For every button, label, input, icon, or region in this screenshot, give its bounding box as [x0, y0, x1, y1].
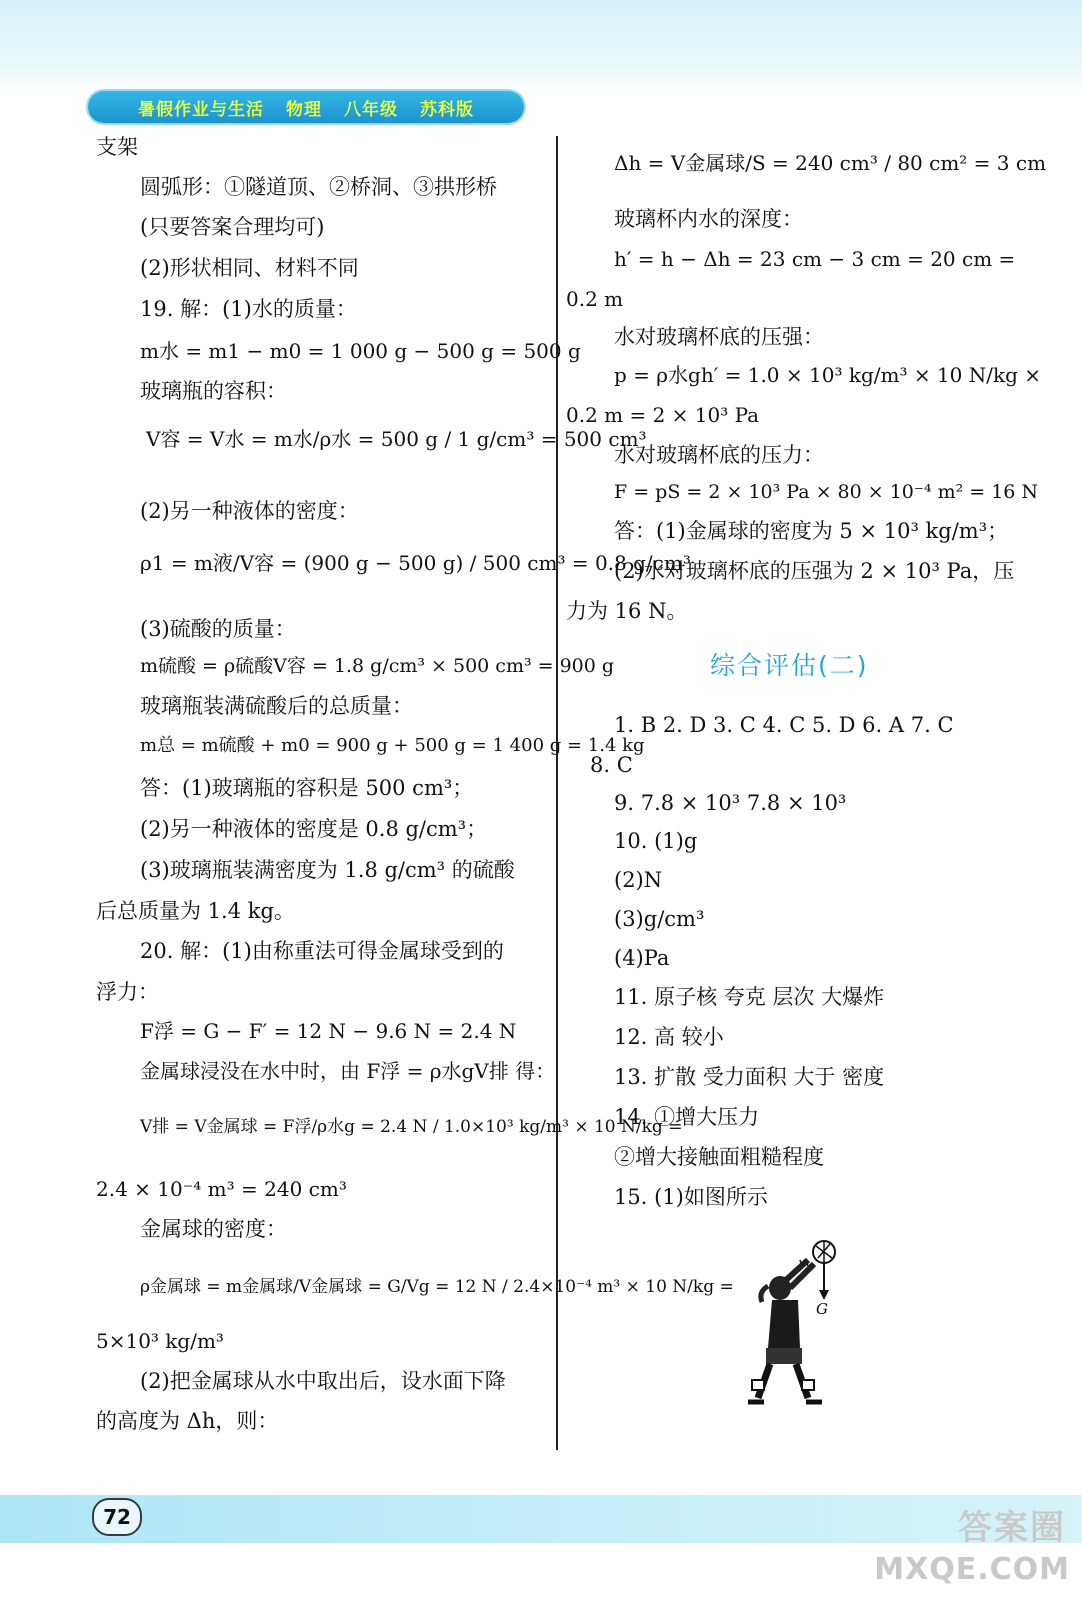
answer-line: 12. 高 较小: [614, 1025, 724, 1049]
text-line: (2)把金属球从水中取出后，设水面下降: [140, 1369, 506, 1393]
equation: 5×10³ kg/m³: [96, 1329, 224, 1353]
answer-line: 13. 扩散 受力面积 大于 密度: [614, 1065, 885, 1089]
text-line: 支架: [96, 135, 138, 159]
answer-line: (2)N: [614, 868, 663, 892]
book-title: 暑假作业与生活: [138, 99, 264, 120]
text-line: (2)另一种液体的密度：: [140, 499, 359, 523]
answer-line: 15. (1)如图所示: [614, 1185, 768, 1209]
text-line: 水对玻璃杯底的压力：: [614, 443, 824, 467]
text-line: 玻璃杯内水的深度：: [614, 207, 803, 231]
text-line: 金属球的密度：: [140, 1217, 287, 1241]
text-line: (3)硫酸的质量：: [140, 617, 296, 641]
book-header: [88, 91, 524, 123]
text-line: (3)玻璃瓶装满密度为 1.8 g/cm³ 的硫酸: [140, 858, 515, 882]
equation: F = pS = 2 × 10³ Pa × 80 × 10⁻⁴ m² = 16 N: [614, 481, 1039, 503]
equation: 2.4 × 10⁻⁴ m³ = 240 cm³: [96, 1177, 347, 1201]
equation: ρ1 = m液/V容 = (900 g − 500 g) / 500 cm³ = 0.8 g/cm³: [140, 551, 691, 575]
text-line: (2)形状相同、材料不同: [140, 256, 359, 280]
gravity-label: G: [816, 1300, 828, 1318]
equation: m硫酸 = ρ硫酸V容 = 1.8 g/cm³ × 500 cm³ = 900 g: [140, 655, 615, 677]
equation: p = ρ水gh′ = 1.0 × 10³ kg/m³ × 10 N/kg ×: [614, 363, 1042, 387]
text-line: (只要答案合理均可): [140, 215, 325, 239]
watermark-url: MXQE.COM: [874, 1552, 1070, 1587]
answer-line: 9. 7.8 × 10³ 7.8 × 10³: [614, 791, 847, 815]
answer-line: ②增大接触面粗糙程度: [614, 1145, 824, 1169]
answer-line: 1. B 2. D 3. C 4. C 5. D 6. A 7. C: [614, 713, 954, 737]
text-line: 玻璃瓶装满硫酸后的总质量：: [140, 694, 413, 718]
text-line: 水对玻璃杯底的压强：: [614, 325, 824, 349]
text-line: 玻璃瓶的容积：: [140, 379, 287, 403]
answer-line: (4)Pa: [614, 946, 670, 970]
text-line: (2)另一种液体的密度是 0.8 g/cm³；: [140, 817, 488, 841]
equation: V排 = V金属球 = F浮/ρ水g = 2.4 N / 1.0×10³ kg/m³ × 10 N/kg =: [140, 1117, 683, 1137]
answer-line: 14. ①增大压力: [614, 1105, 760, 1129]
equation: h′ = h − Δh = 23 cm − 3 cm = 20 cm =: [614, 247, 1016, 271]
answer-line: 8. C: [590, 753, 633, 777]
question-20: 20. 解：(1)由称重法可得金属球受到的: [140, 939, 504, 963]
answer-line: 11. 原子核 夸克 层次 大爆炸: [614, 985, 885, 1009]
edition: 苏科版: [420, 99, 474, 120]
section-title: 综合评估(二): [710, 651, 869, 680]
grade: 八年级: [344, 99, 398, 120]
text-line: 的高度为 Δh，则：: [96, 1409, 279, 1433]
equation: Δh = V金属球/S = 240 cm³ / 80 cm² = 3 cm: [614, 151, 1047, 175]
equation: 0.2 m = 2 × 10³ Pa: [566, 403, 760, 427]
page-number: 72: [92, 1498, 142, 1536]
answer-line: (3)g/cm³: [614, 907, 705, 931]
column-divider: [556, 136, 558, 1450]
watermark: [874, 1500, 1070, 1596]
text-line: 金属球浸没在水中时，由 F浮 = ρ水gV排 得：: [140, 1059, 556, 1083]
equation: m总 = m硫酸 + m0 = 900 g + 500 g = 1 400 g = 1.4 kg: [140, 735, 645, 756]
text-line: 答：(1)玻璃瓶的容积是 500 cm³；: [140, 776, 474, 800]
subject: 物理: [286, 99, 322, 120]
text-line: 后总质量为 1.4 kg。: [96, 899, 295, 923]
equation: ρ金属球 = m金属球/V金属球 = G/Vg = 12 N / 2.4×10⁻⁴ m³ × 10 N/kg =: [140, 1277, 734, 1297]
equation: 0.2 m: [566, 287, 624, 311]
text-line: 答：(1)金属球的密度为 5 × 10³ kg/m³；: [614, 519, 1009, 543]
text-line: 圆弧形：①隧道顶、②桥洞、③拱形桥: [140, 175, 497, 199]
text-line: (2)水对玻璃杯底的压强为 2 × 10³ Pa，压: [614, 559, 1015, 583]
question-19: 19. 解：(1)水的质量：: [140, 297, 357, 321]
answer-line: 10. (1)g: [614, 829, 698, 853]
watermark-logo: 答案圈: [958, 1508, 1066, 1548]
top-banner: [0, 0, 1082, 92]
equation: m水 = m1 − m0 = 1 000 g − 500 g = 500 g: [140, 339, 581, 363]
equation: F浮 = G − F′ = 12 N − 9.6 N = 2.4 N: [140, 1019, 517, 1043]
text-line: 力为 16 N。: [566, 599, 688, 623]
text-line: 浮力：: [96, 980, 159, 1004]
equation: V容 = V水 = m水/ρ水 = 500 g / 1 g/cm³ = 500 cm³: [146, 427, 647, 451]
volleyball-player-figure: [728, 1230, 868, 1420]
